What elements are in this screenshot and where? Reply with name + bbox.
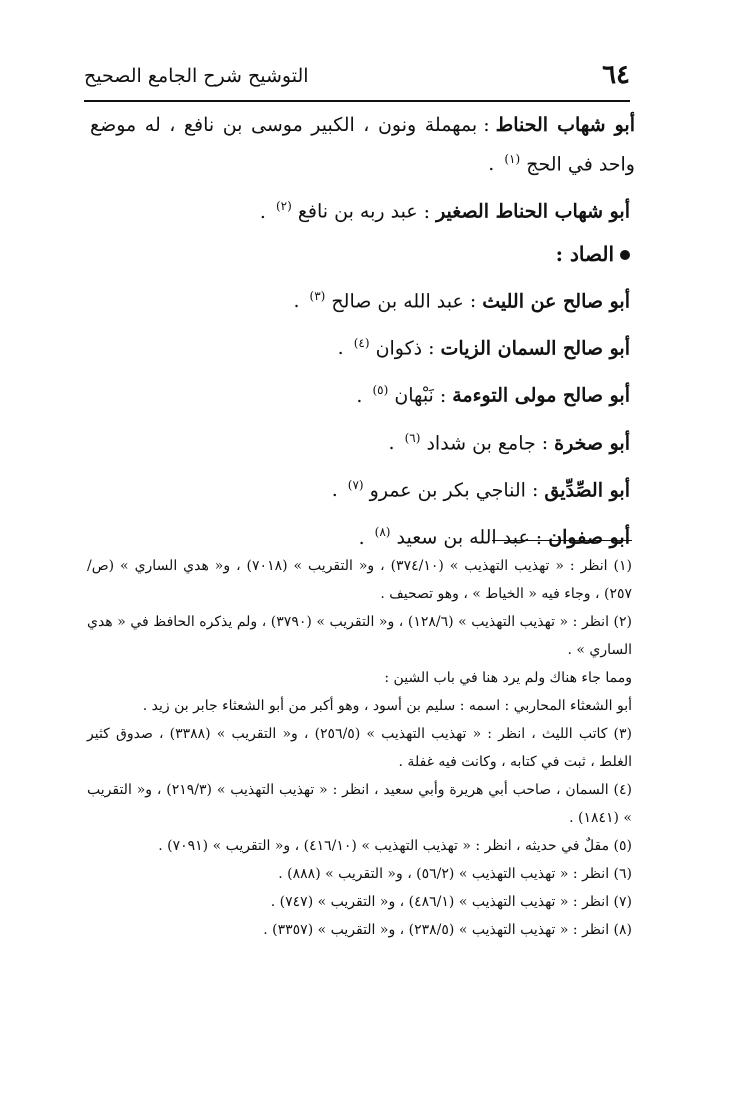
footnote-5: (٥) مقلٌ في حديثه ، انظر : « تهذيب التهذيب » (٤١٦/١٠) ، و« التقريب » (٧٠٩١) . [158, 838, 632, 854]
entry-colon: : [439, 384, 447, 407]
entry-abu-safwan [90, 515, 630, 554]
main-text [90, 108, 635, 563]
footnote-ref: (٣) [309, 288, 326, 303]
footnote-2-extra-entry: أبو الشعثاء المحاربي : اسمه : سليم بن أسود ، وهو أكبر من أبو الشعثاء جابر بن زيد . [142, 698, 632, 714]
bullet-icon [620, 250, 630, 260]
entry-colon: : [483, 114, 490, 136]
entry-colon: : [535, 526, 543, 549]
footnotes [87, 552, 632, 944]
entry-name: أبو شهاب الحناط الصغير [436, 200, 630, 223]
section-heading [90, 237, 630, 271]
entry-abu-al-siddiq [90, 468, 630, 507]
entry-name: أبو صالح مولى التوءمة [452, 384, 630, 407]
header-rule [84, 100, 630, 102]
entry-period: . [293, 289, 300, 312]
entry-colon: : [531, 479, 539, 502]
entry-period: . [358, 526, 365, 549]
entry-name: أبو صخرة [554, 431, 630, 454]
entry-text: بمهملة ونون ، الكبير موسى بن نافع ، له موضع واحد في الحج [90, 114, 635, 176]
footnote-ref: (٤) [353, 335, 370, 350]
page-number: ٦٤ [602, 60, 630, 90]
entry-colon: : [469, 289, 477, 312]
entry-text: عبد الله بن صالح [331, 289, 464, 312]
entry-text: نَبْهان [394, 384, 434, 407]
entry-abu-shihab-al-saghir [90, 189, 630, 228]
section-heading-text: الصاد : [555, 241, 614, 266]
footnote-ref: (٨) [374, 525, 391, 540]
footnote-ref: (١) [504, 152, 521, 166]
entry-text: الناجي بكر بن عمرو [369, 479, 526, 502]
footnote-1: (١) انظر : « تهذيب التهذيب » (٣٧٤/١٠) ، و« التقريب » (٧٠١٨) ، و« هدي الساري » (ص/٢٥٧) ، وجاء فيه « الخياط » ، وهو تصحيف . [87, 558, 632, 602]
footnote-2: (٢) انظر : « تهذيب التهذيب » (١٢٨/٦) ، و« التقريب » (٣٧٩٠) ، ولم يذكره الحافظ في « هدي الساري » . [87, 614, 632, 658]
running-title: التوشيح شرح الجامع الصحيح [84, 65, 309, 87]
entry-text: عبد الله بن سعيد [396, 526, 530, 549]
entry-abu-salih-al-samman [90, 326, 630, 365]
footnote-ref: (٢) [275, 199, 292, 214]
footnote-8: (٨) انظر : « تهذيب التهذيب » (٢٣٨/٥) ، و« التقريب » (٣٣٥٧) . [263, 922, 632, 938]
footnote-4: (٤) السمان ، صاحب أبي هريرة وأبي سعيد ، انظر : « تهذيب التهذيب » (٢١٩/٣) ، و« التقريب » (١٨٤١) . [87, 782, 632, 826]
entry-text: عبد ربه بن نافع [297, 200, 418, 223]
entry-period: . [331, 479, 338, 502]
footnote-ref: (٧) [347, 477, 364, 492]
entry-name: أبو صفوان [548, 526, 630, 549]
entry-colon: : [423, 200, 431, 223]
entry-text: جامع بن شداد [426, 431, 536, 454]
entry-abu-shihab-al-hannat [90, 108, 635, 181]
entry-colon: : [428, 337, 435, 360]
footnote-ref: (٦) [404, 430, 421, 445]
entry-period: . [337, 337, 344, 360]
footnote-ref: (٥) [372, 383, 389, 398]
entry-name: أبو صالح عن الليث [482, 289, 630, 312]
entry-period: . [259, 200, 266, 223]
entry-name: أبو صالح السمان الزيات [440, 337, 630, 360]
footnote-7: (٧) انظر : « تهذيب التهذيب » (٤٨٦/١) ، و« التقريب » (٧٤٧) . [270, 894, 632, 910]
entry-period: . [356, 384, 363, 407]
footnote-2-subheading: ومما جاء هناك ولم يرد هنا في باب الشين : [384, 670, 632, 686]
entry-name: أبو الصِّدِّيق [544, 479, 630, 502]
entry-abu-salih-mawla-al-tawama [90, 373, 630, 412]
entry-period: . [388, 431, 395, 454]
entry-period: . [488, 153, 495, 176]
footnote-3: (٣) كاتب الليث ، انظر : « تهذيب التهذيب » (٢٥٦/٥) ، و« التقريب » (٣٣٨٨) ، صدوق كثير الغلط ، ثبت في كتابه ، وكانت فيه غفلة . [87, 726, 632, 770]
page-header [84, 58, 630, 102]
entry-name: أبو شهاب الحناط [495, 114, 635, 136]
entry-abu-salih-an-al-layth [90, 279, 630, 318]
entry-abu-sakhra [90, 421, 630, 460]
entry-text: ذكوان [375, 337, 423, 360]
entry-colon: : [541, 431, 549, 454]
footnote-separator [492, 540, 632, 541]
footnote-6: (٦) انظر : « تهذيب التهذيب » (٥٦/٢) ، و« التقريب » (٨٨٨) . [278, 866, 632, 882]
